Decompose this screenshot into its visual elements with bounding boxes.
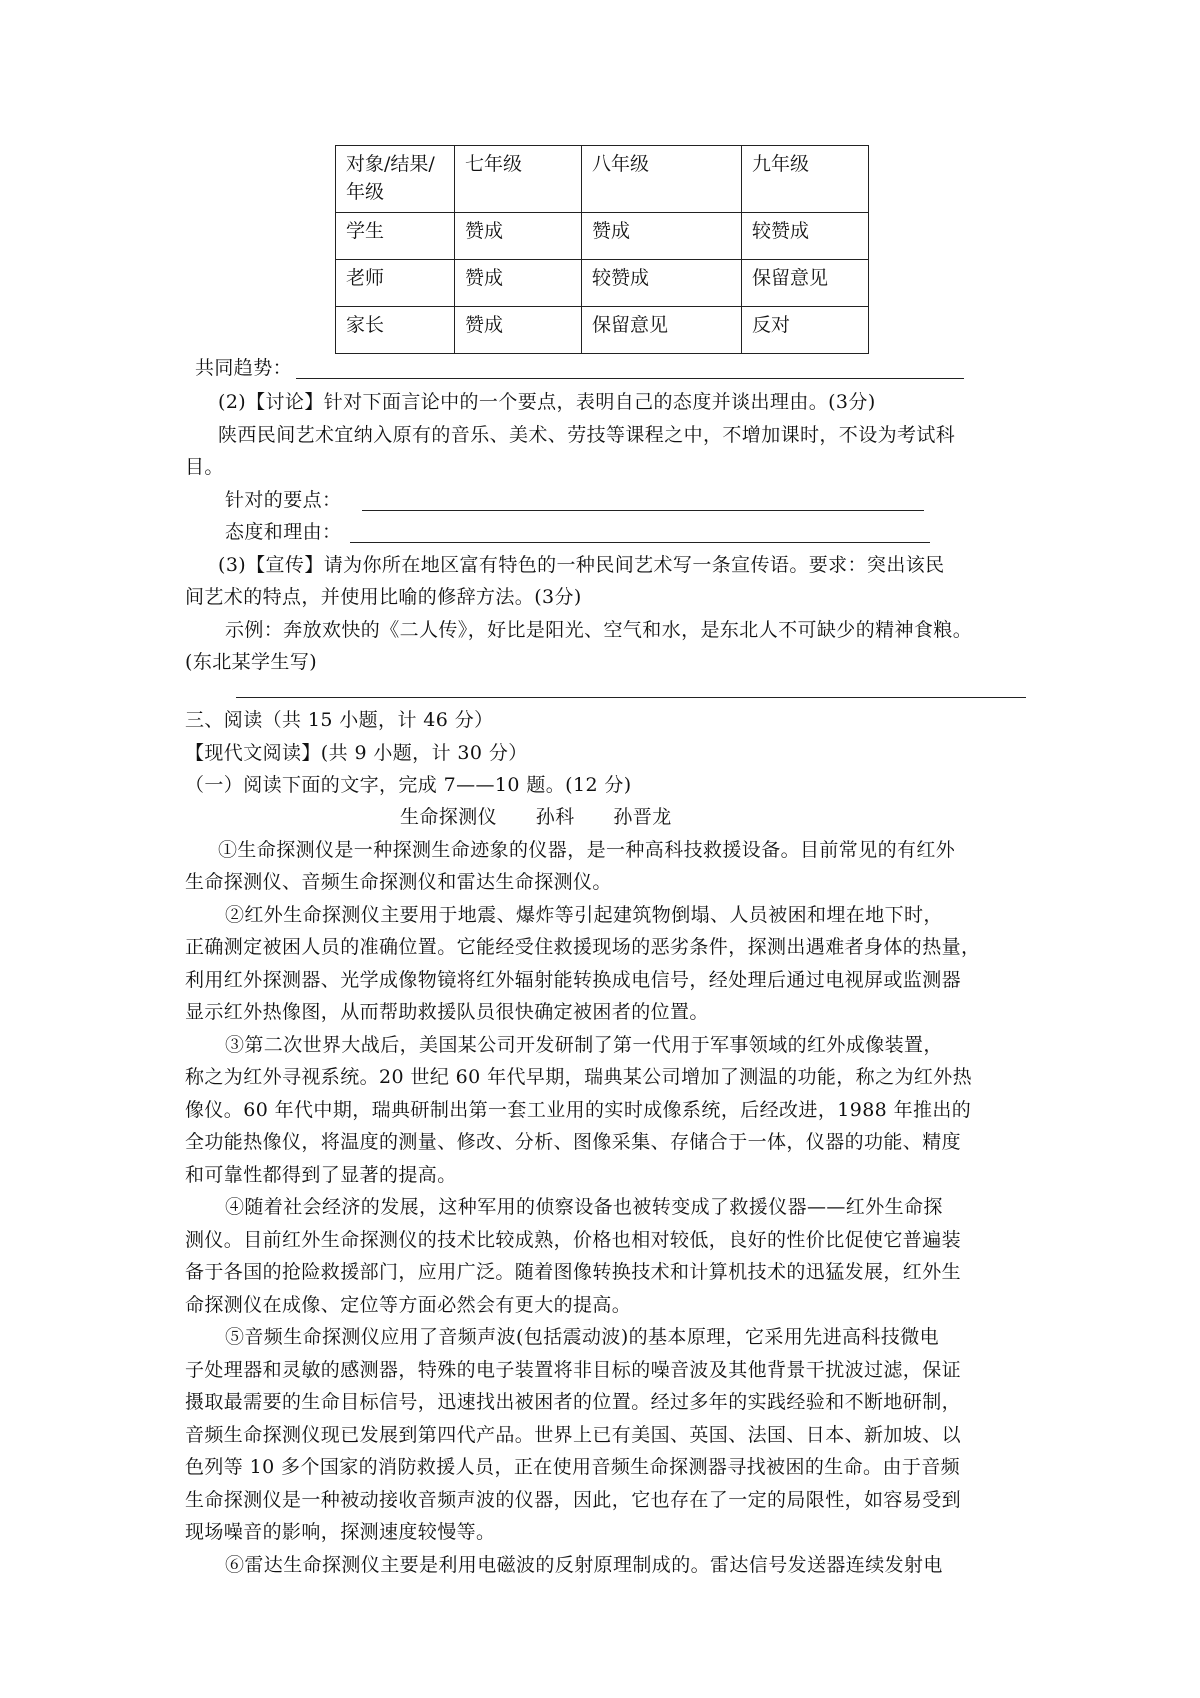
table-cell: 赞成	[455, 260, 582, 307]
q2-statement: 陕西民间艺术宜纳入原有的音乐、美术、劳技等课程之中，不增加课时，不设为考试科	[218, 424, 956, 446]
article-line: ④随着社会经济的发展，这种军用的侦察设备也被转变成了救援仪器——红外生命探	[225, 1196, 943, 1218]
article-line: 利用红外探测器、光学成像物镜将红外辐射能转换成电信号，经处理后通过电视屏或监测器	[185, 969, 962, 991]
q2-point-answer-line[interactable]	[362, 510, 924, 511]
article-line: 像仪。60 年代中期，瑞典研制出第一套工业用的实时成像系统，后经改进，1988 年推出的	[185, 1099, 972, 1121]
article-line: 生命探测仪、音频生命探测仪和雷达生命探测仪。	[185, 871, 612, 893]
trend-label: 共同趋势：	[195, 357, 293, 379]
q2-reason-answer-line[interactable]	[350, 542, 930, 543]
article-title: 生命探测仪 孙科 孙晋龙	[400, 806, 672, 828]
table-cell: 保留意见	[582, 307, 742, 354]
table-cell: 反对	[742, 307, 869, 354]
article-line: 子处理器和灵敏的感测器，特殊的电子装置将非目标的噪音波及其他背景干扰波过滤，保证	[185, 1359, 962, 1381]
article-line: 正确测定被困人员的准确位置。它能经受住救援现场的恶劣条件，探测出遇难者身体的热量，	[185, 936, 981, 958]
q3-title-cont: 间艺术的特点，并使用比喻的修辞方法。(3分)	[185, 586, 582, 608]
table-cell: 赞成	[582, 213, 742, 260]
table-row	[336, 260, 869, 307]
q3-example-source: (东北某学生写)	[185, 651, 318, 673]
q2-title: (2)【讨论】针对下面言论中的一个要点，表明自己的态度并谈出理由。(3分)	[218, 391, 876, 413]
article-line: ①生命探测仪是一种探测生命迹象的仪器，是一种高科技救援设备。目前常见的有红外	[218, 839, 956, 861]
article-line: 命探测仪在成像、定位等方面必然会有更大的提高。	[185, 1294, 632, 1316]
article-line: 音频生命探测仪现已发展到第四代产品。世界上已有美国、英国、法国、日本、新加坡、以	[185, 1424, 962, 1446]
article-line: 称之为红外寻视系统。20 世纪 60 年代早期，瑞典某公司增加了测温的功能，称之为红外热	[185, 1066, 973, 1088]
q3-answer-line[interactable]	[236, 697, 1026, 698]
table-cell: 老师	[336, 260, 455, 307]
table-cell: 保留意见	[742, 260, 869, 307]
article-line: 和可靠性都得到了显著的提高。	[185, 1164, 457, 1186]
article-line: 测仪。目前红外生命探测仪的技术比较成熟，价格也相对较低，良好的性价比促使它普遍装	[185, 1229, 962, 1251]
part-heading: （一）阅读下面的文字，完成 7——10 题。(12 分)	[185, 774, 632, 796]
section-sub-heading: 【现代文阅读】(共 9 小题，计 30 分）	[185, 742, 528, 764]
table-cell: 学生	[336, 213, 455, 260]
table-cell: 较赞成	[582, 260, 742, 307]
trend-answer-line[interactable]	[296, 378, 964, 379]
q3-example: 示例：奔放欢快的《二人传》，好比是阳光、空气和水，是东北人不可缺少的精神食粮。	[225, 619, 973, 641]
article-line: 色列等 10 多个国家的消防救援人员，正在使用音频生命探测器寻找被困的生命。由于音频	[185, 1456, 961, 1478]
table-cell: 家长	[336, 307, 455, 354]
article-line: 显示红外热像图，从而帮助救援队员很快确定被困者的位置。	[185, 1001, 709, 1023]
article-line: 全功能热像仪，将温度的测量、修改、分析、图像采集、存储合于一体，仪器的功能、精度	[185, 1131, 962, 1153]
q2-reason-label: 态度和理由：	[225, 521, 342, 543]
table-cell: 八年级	[582, 146, 742, 213]
survey-table	[335, 145, 869, 354]
table-cell: 七年级	[455, 146, 582, 213]
table-cell: 较赞成	[742, 213, 869, 260]
q2-point-label: 针对的要点：	[225, 489, 342, 511]
article-line: 摄取最需要的生命目标信号，迅速找出被困者的位置。经过多年的实践经验和不断地研制，	[185, 1391, 962, 1413]
article-line: 备于各国的抢险救援部门，应用广泛。随着图像转换技术和计算机技术的迅猛发展，红外生	[185, 1261, 962, 1283]
article-line: ⑥雷达生命探测仪主要是利用电磁波的反射原理制成的。雷达信号发送器连续发射电	[225, 1554, 943, 1576]
table-cell: 九年级	[742, 146, 869, 213]
table-row	[336, 307, 869, 354]
article-line: 现场噪音的影响，探测速度较慢等。	[185, 1521, 496, 1543]
article-line: 生命探测仪是一种被动接收音频声波的仪器，因此，它也存在了一定的局限性，如容易受到	[185, 1489, 962, 1511]
article-line: ⑤音频生命探测仪应用了音频声波(包括震动波)的基本原理，它采用先进高科技微电	[225, 1326, 940, 1348]
table-cell: 对象/结果/年级	[336, 146, 455, 213]
section-heading: 三、阅读（共 15 小题，计 46 分）	[185, 709, 494, 731]
q3-title: (3)【宣传】请为你所在地区富有特色的一种民间艺术写一条宣传语。要求：突出该民	[218, 554, 945, 576]
article-line: ③第二次世界大战后，美国某公司开发研制了第一代用于军事领域的红外成像装置，	[225, 1034, 943, 1056]
table-cell: 赞成	[455, 213, 582, 260]
q2-statement-cont: 目。	[185, 456, 224, 478]
table-cell: 赞成	[455, 307, 582, 354]
table-row	[336, 213, 869, 260]
article-line: ②红外生命探测仪主要用于地震、爆炸等引起建筑物倒塌、人员被困和埋在地下时，	[225, 904, 943, 926]
table-header-row	[336, 146, 869, 213]
